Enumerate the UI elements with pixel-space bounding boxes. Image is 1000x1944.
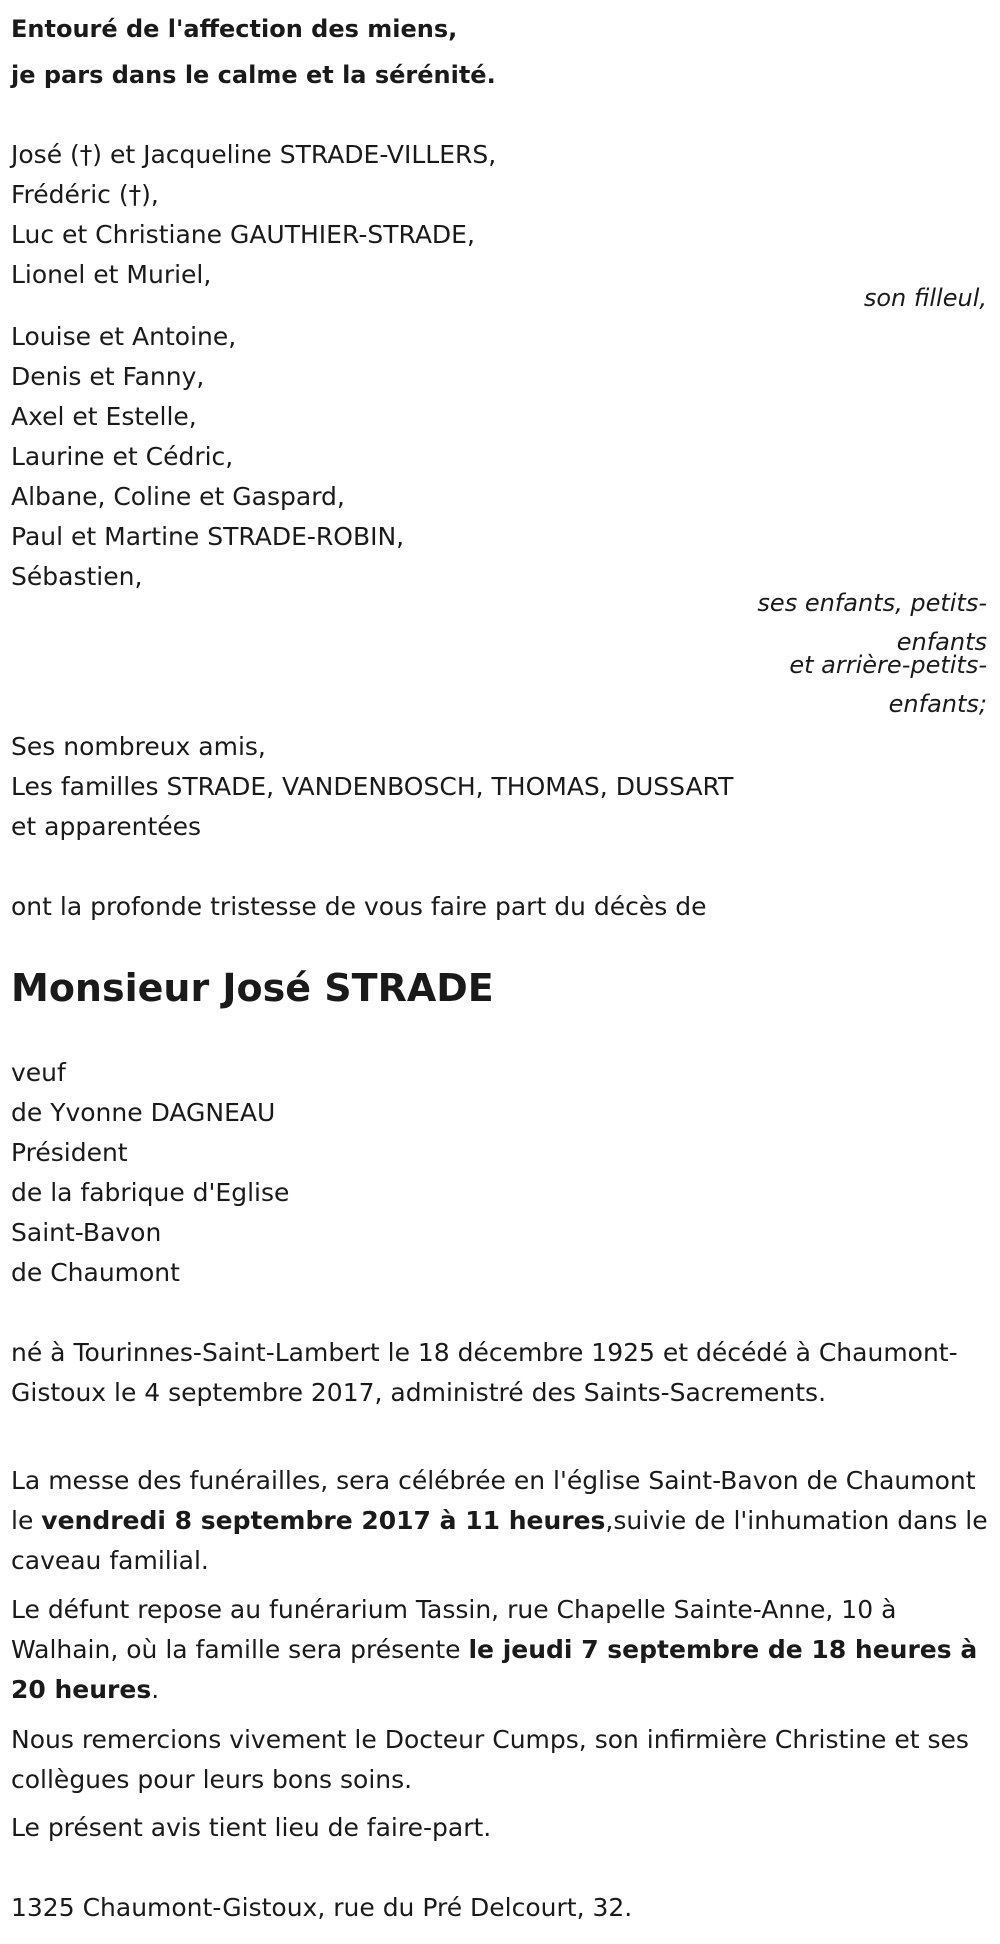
visitation-date: le jeudi 7 septembre de 18 heures à 20 heures	[11, 1635, 978, 1704]
thanks-paragraph: Nous remercions vivement le Docteur Cumps, son infirmière Christine et ses collègues pour leurs bons soins.	[11, 1725, 969, 1794]
intro-line-1: Entouré de l'affection des miens,	[11, 15, 458, 43]
funeral-text-end: ,suivie de l'inhumation dans le caveau familial.	[11, 1506, 988, 1575]
family-line: Paul et Martine STRADE-ROBIN,	[11, 522, 405, 551]
deceased-name: Monsieur José STRADE	[11, 966, 494, 1010]
visitation-text: Le défunt repose au funérarium Tassin, rue Chapelle Sainte-Anne, 10 à Walhain, où la famille sera présente	[11, 1595, 897, 1664]
family-line: José (†) et Jacqueline STRADE-VILLERS,	[11, 140, 497, 169]
visitation-text-end: .	[151, 1675, 160, 1704]
funeral-text: La messe des funérailles, sera célébrée en l'église Saint-Bavon de Chaumont le	[11, 1466, 976, 1535]
relation-filleul: son filleul,	[863, 284, 987, 312]
detail-line: de Yvonne DAGNEAU	[11, 1098, 276, 1127]
intro-line-2: je pars dans le calme et la sérénité.	[11, 61, 496, 89]
relation-children-2: enfants	[896, 628, 987, 656]
relation-children-1: ses enfants, petits-	[757, 589, 987, 617]
address-line: 1325 Chaumont-Gistoux, rue du Pré Delcourt, 32.	[11, 1893, 633, 1922]
relation-children-3: et arrière-petits-	[789, 651, 987, 679]
funeral-date: vendredi 8 septembre 2017 à 11 heures	[41, 1506, 606, 1535]
funeral-paragraph	[11, 1461, 996, 1581]
family-line: Denis et Fanny,	[11, 362, 205, 391]
detail-line: Président	[11, 1138, 128, 1167]
notice-line: Le présent avis tient lieu de faire-part.	[11, 1813, 492, 1842]
family-line: Axel et Estelle,	[11, 402, 197, 431]
family-line: Albane, Coline et Gaspard,	[11, 482, 345, 511]
detail-line: Saint-Bavon	[11, 1218, 162, 1247]
family-line: Frédéric (†),	[11, 180, 159, 209]
family-line: Lionel et Muriel,	[11, 260, 212, 289]
detail-line: de la fabrique d'Eglise	[11, 1178, 290, 1207]
family-line: Luc et Christiane GAUTHIER-STRADE,	[11, 220, 475, 249]
visitation-paragraph	[11, 1590, 996, 1710]
friends-line: Ses nombreux amis,	[11, 732, 266, 761]
birth-death-paragraph: né à Tourinnes-Saint-Lambert le 18 décembre 1925 et décédé à Chaumont-Gistoux le 4 septembre 2017, administré des Saints-Sacrements.	[11, 1338, 958, 1407]
relation-children-4: enfants;	[888, 690, 987, 718]
friends-line: et apparentées	[11, 812, 202, 841]
announcement: ont la profonde tristesse de vous faire part du décès de	[11, 892, 707, 921]
detail-line: de Chaumont	[11, 1258, 180, 1287]
family-line: Laurine et Cédric,	[11, 442, 234, 471]
family-line: Sébastien,	[11, 562, 143, 591]
detail-line: veuf	[11, 1058, 66, 1087]
family-line: Louise et Antoine,	[11, 322, 237, 351]
friends-line: Les familles STRADE, VANDENBOSCH, THOMAS, DUSSART	[11, 772, 734, 801]
